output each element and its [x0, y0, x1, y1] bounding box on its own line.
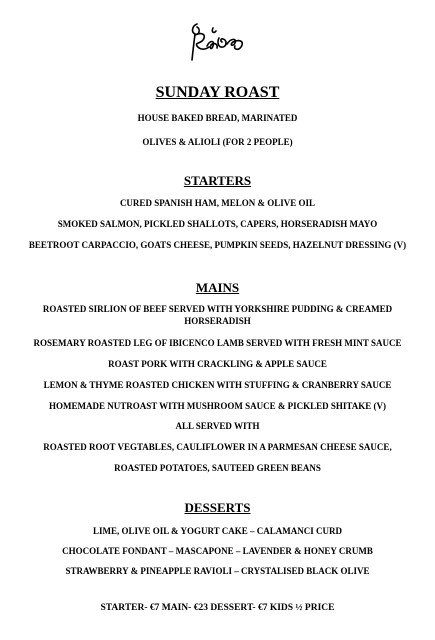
signature-logo-icon [183, 20, 253, 66]
mains-heading: MAINS [195, 280, 240, 295]
starters-heading: STARTERS [183, 173, 252, 188]
starter-item: SMOKED SALMON, PICKLED SHALLOTS, CAPERS, HORSERADISH MAYO [57, 219, 378, 229]
main-item: LEMON & THYME ROASTED CHICKEN WITH STUFFING & CRANBERRY SAUCE [43, 380, 392, 390]
menu-title: SUNDAY ROAST [155, 84, 280, 101]
intro-line-2: OLIVES & ALIOLI (FOR 2 PEOPLE) [142, 137, 293, 147]
main-item: ROAST PORK WITH CRACKLING & APPLE SAUCE [108, 359, 327, 369]
main-item-sides: ROASTED POTATOES, SAUTEED GREEN BEANS [114, 463, 321, 473]
main-item: HOMEMADE NUTROAST WITH MUSHROOM SAUCE & PICKLED SHITAKE (V) [48, 401, 387, 411]
main-item-sides: ROASTED ROOT VEGTABLES, CAULIFLOWER IN A PARMESAN CHEESE SAUCE, [43, 442, 392, 452]
main-item: ROSEMARY ROASTED LEG OF IBICENCO LAMB SERVED WITH FRESH MINT SAUCE [33, 338, 402, 348]
dessert-item: CHOCOLATE FONDANT – MASCAPONE – LAVENDER & HONEY CRUMB [62, 546, 373, 556]
intro-line-1: HOUSE BAKED BREAD, MARINATED [137, 113, 298, 123]
main-item: ROASTED SIRLION OF BEEF SERVED WITH YORKSHIRE PUDDING & CREAMED HORSERADISH [42, 304, 393, 326]
price-footer: STARTER- €7 MAIN- €23 DESSERT- €7 KIDS ½ PRICE [100, 603, 335, 613]
main-item-note: ALL SERVED WITH [175, 421, 260, 431]
starter-item: CURED SPANISH HAM, MELON & OLIVE OIL [119, 198, 316, 208]
starter-item: BEETROOT CARPACCIO, GOATS CHEESE, PUMPKIN SEEDS, HAZELNUT DRESSING (V) [28, 240, 407, 250]
desserts-heading: DESSERTS [184, 500, 251, 515]
dessert-item: LIME, OLIVE OIL & YOGURT CAKE – CALAMANCI CURD [93, 526, 342, 536]
dessert-item: STRAWBERRY & PINEAPPLE RAVIOLI – CRYSTALISED BLACK OLIVE [65, 566, 370, 576]
